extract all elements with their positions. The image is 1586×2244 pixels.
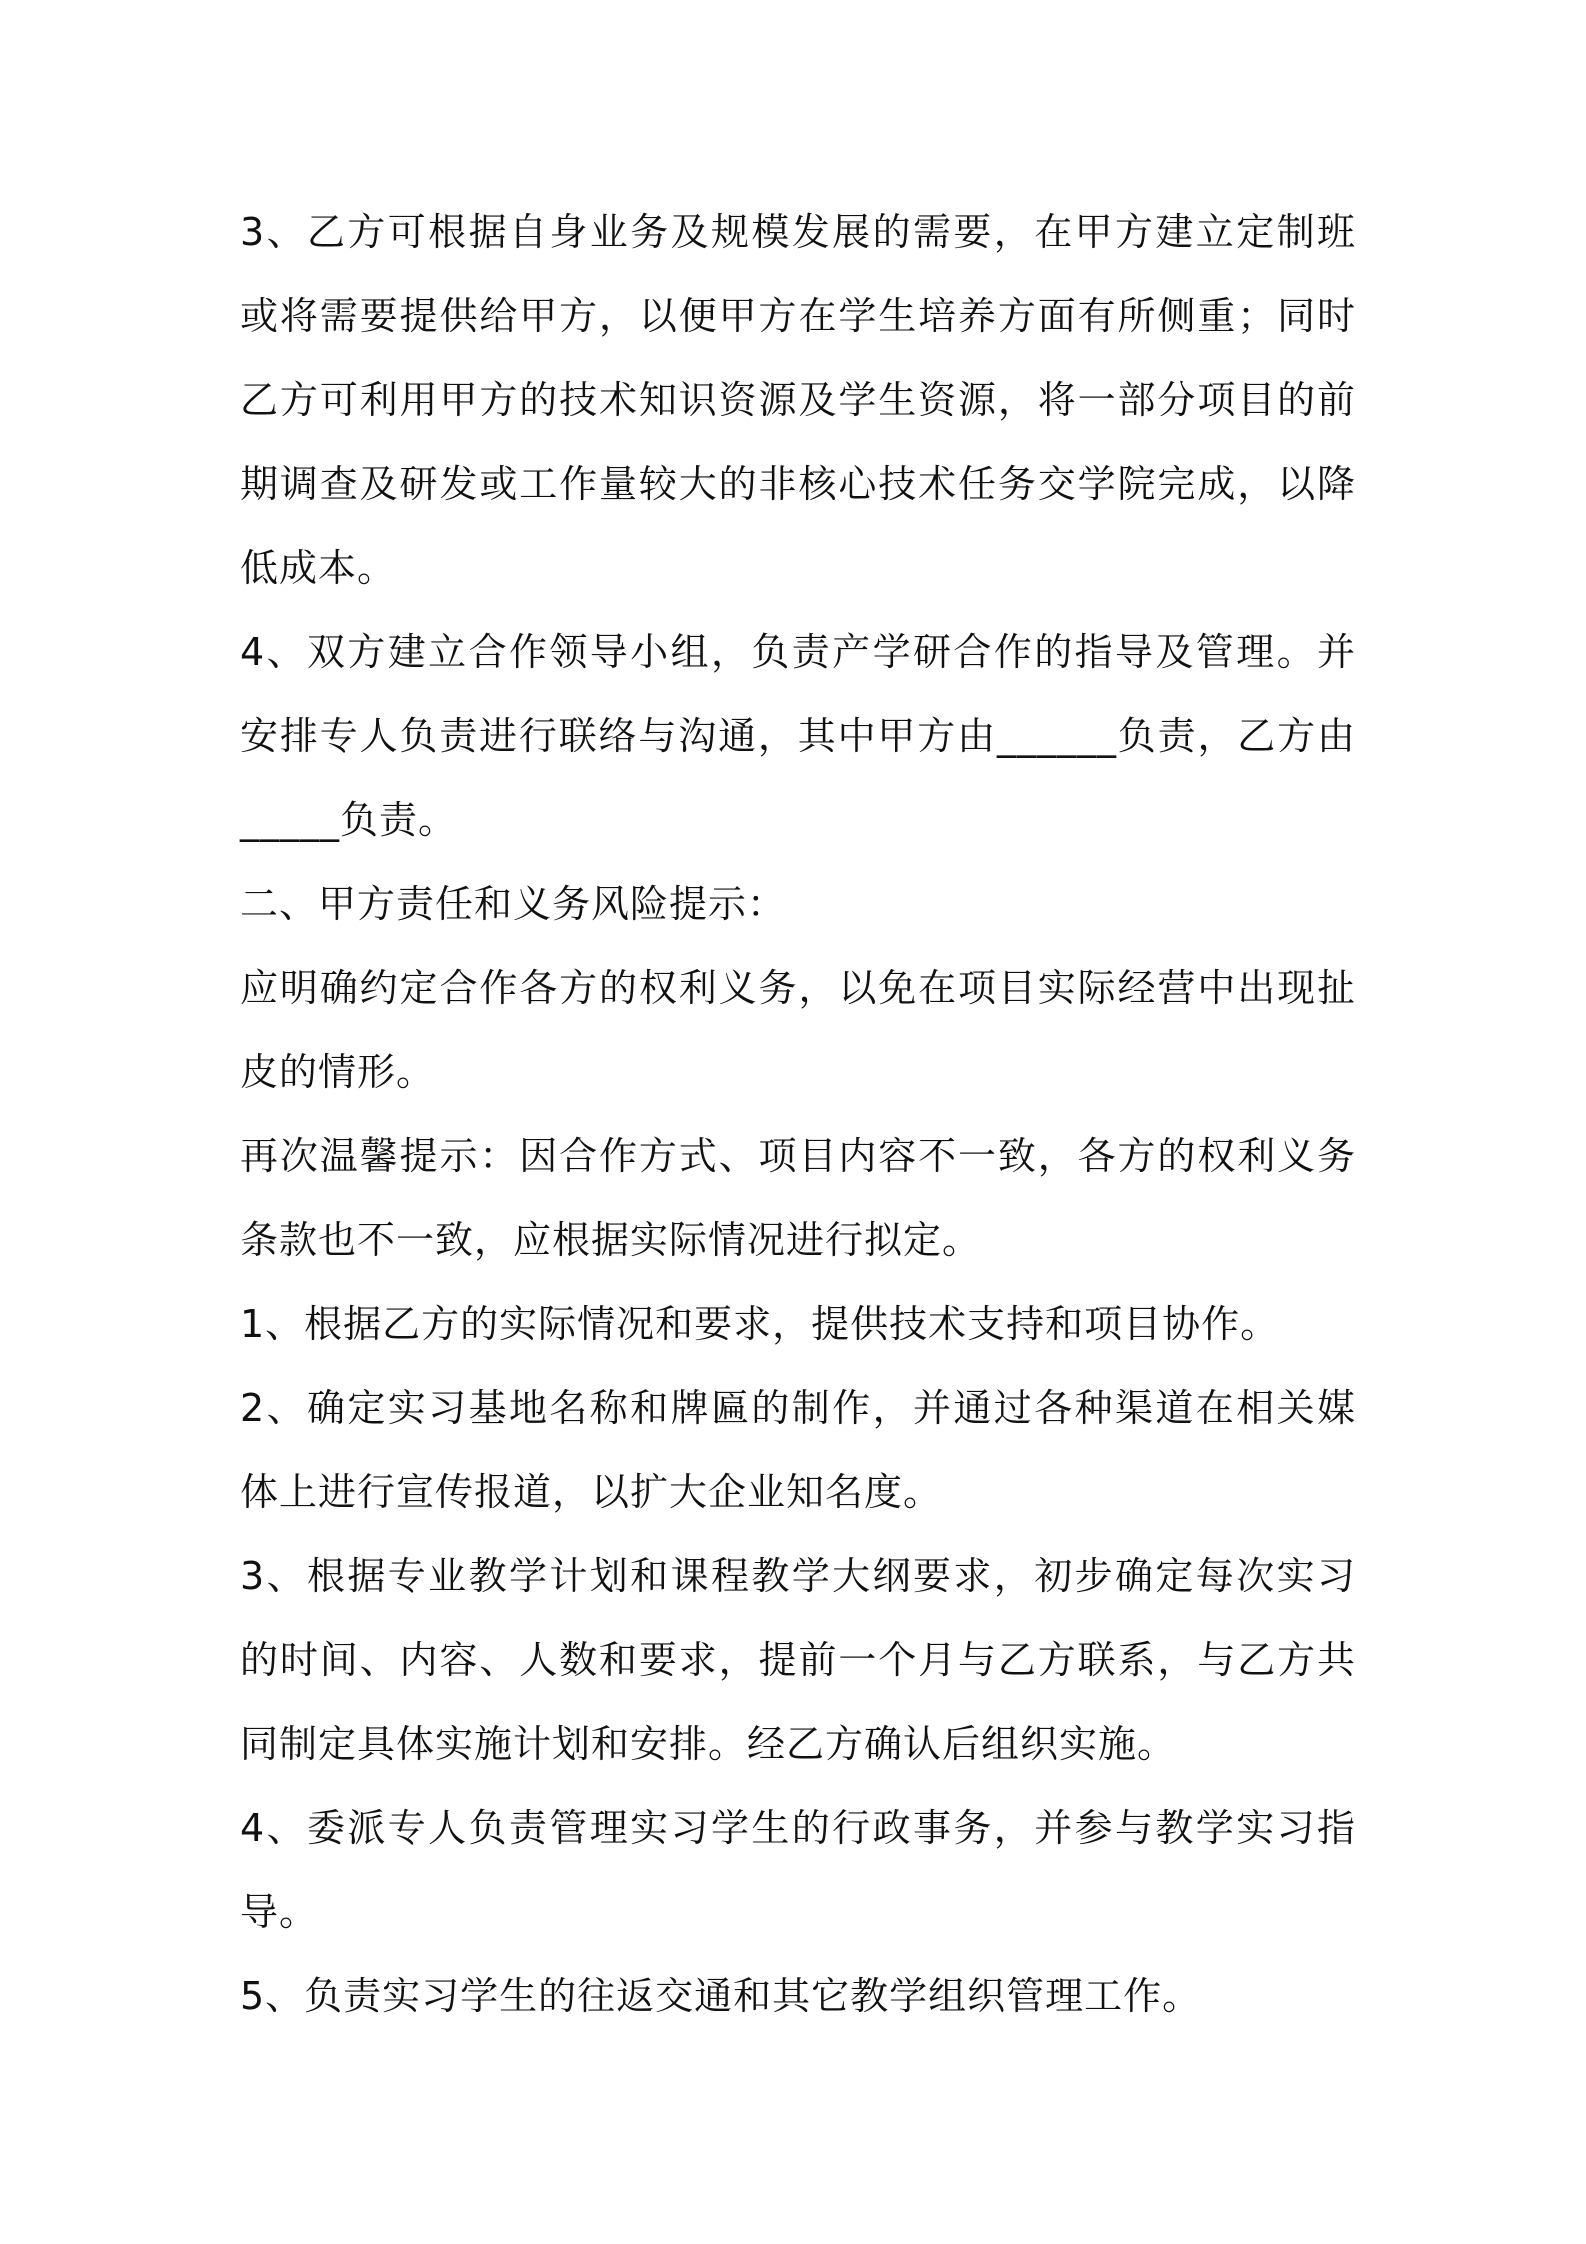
- clause-4-leadership-group: 4、双方建立合作领导小组，负责产学研合作的指导及管理。并安排专人负责进行联络与沟通，其中甲方由______负责，乙方由_____负责。: [240, 630, 1356, 842]
- duty-3-internship-plan: 3、根据专业教学计划和课程教学大纲要求，初步确定每次实习的时间、内容、人数和要求，提前一个月与乙方联系，与乙方共同制定具体实施计划和安排。经乙方确认后组织实施。: [240, 1554, 1356, 1766]
- duty-1-technical-support: 1、根据乙方的实际情况和要求，提供技术支持和项目协作。: [240, 1302, 1280, 1346]
- risk-note-rights-obligations: 应明确约定合作各方的权利义务，以免在项目实际经营中出现扯皮的情形。: [240, 966, 1356, 1094]
- duty-4-assign-manager: 4、委派专人负责管理实习学生的行政事务，并参与教学实习指导。: [240, 1806, 1356, 1934]
- duty-2-base-naming-publicity: 2、确定实习基地名称和牌匾的制作，并通过各种渠道在相关媒体上进行宣传报道，以扩大企业知名度。: [240, 1386, 1356, 1514]
- section-heading-party-a-duties: 二、甲方责任和义务风险提示：: [240, 882, 787, 926]
- document-page: [240, 190, 1356, 2038]
- warm-reminder: 再次温馨提示：因合作方式、项目内容不一致，各方的权利义务条款也不一致，应根据实际情况进行拟定。: [240, 1134, 1356, 1262]
- clause-3-party-b-custom-class: 3、乙方可根据自身业务及规模发展的需要，在甲方建立定制班或将需要提供给甲方，以便甲方在学生培养方面有所侧重；同时乙方可利用甲方的技术知识资源及学生资源，将一部分项目的前期调查及研发或工作量较大的非核心技术任务交学院完成，以降低成本。: [240, 210, 1356, 590]
- duty-5-transport-management: 5、负责实习学生的往返交通和其它教学组织管理工作。: [240, 1974, 1202, 2018]
